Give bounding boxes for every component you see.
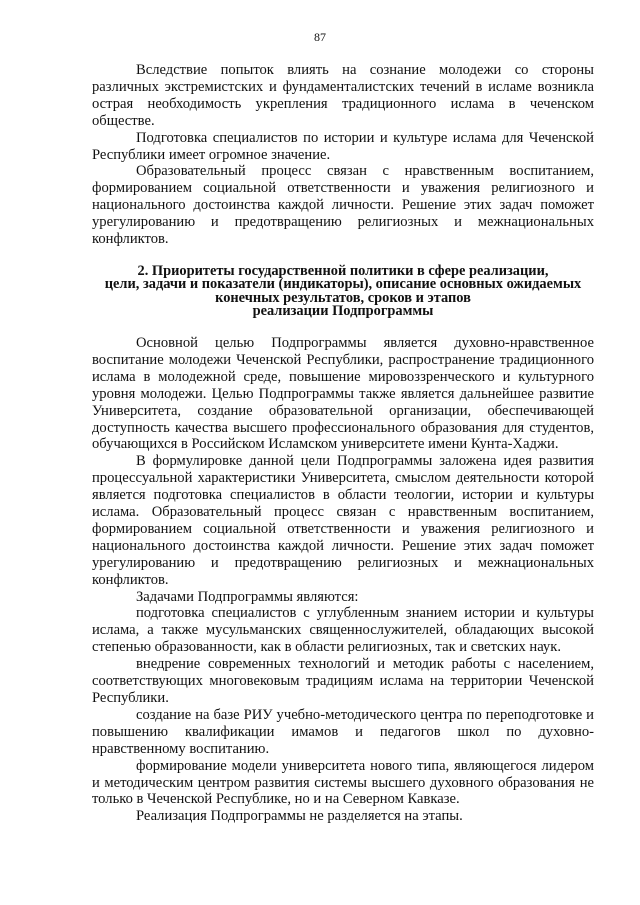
body-paragraph-formulation: В формулировке данной цели Подпрограммы заложена идея развития процессуальной характеристики Университета, смыслом деятельности которой является подготовка специалистов в области теологии, истории и культуры ислама. Образовательный процесс связан с нравственным воспитанием, формированием социальной ответственности и уважения религиозного и национального достоинства каждой личности. Решение этих задач поможет урегулированию и предотвращению религиозных и межнациональных конфликтов. <box>92 453 594 588</box>
section-heading-line-4: реализации Подпрограммы <box>252 303 434 320</box>
task-item-2: внедрение современных технологий и методик работы с населением, соответствующих многовековым традициям ислама на территории Чеченской Республики. <box>92 656 594 706</box>
body-paragraph-goal: Основной целью Подпрограммы является духовно-нравственное воспитание молодежи Чеченской Республики, распространение традиционного ислама в молодежной среде, повышение мировоззренческого и культурного уровня молодежи. Целью Подпрограммы также является дальнейшее развитие Университета, создание образовательной организации, обеспечивающей доступность качества высшего профессионального образования для студентов, обучающихся в Российском Исламском университете имени Кунта-Хаджи. <box>92 334 594 453</box>
page-content <box>92 62 594 825</box>
intro-paragraph-3: Образовательный процесс связан с нравственным воспитанием, формированием социальной ответственности и уважения религиозного и национального достоинства каждой личности. Решение этих задач поможет урегулированию и предотвращению религиозных и межнациональных конфликтов. <box>92 163 594 248</box>
task-item-1: подготовка специалистов с углубленным знанием истории и культуры ислама, а также мусульманских священнослужителей, обладающих высокой степенью образованности, как в области религиозных, так и светских наук. <box>92 605 594 656</box>
tasks-intro: Задачами Подпрограммы являются: <box>136 588 359 605</box>
section-heading-line-1: 2. Приоритеты государственной политики в сфере реализации, <box>137 262 549 279</box>
section-heading-line-3: конечных результатов, сроков и этапов <box>215 289 471 306</box>
intro-paragraph-2: Подготовка специалистов по истории и культуре ислама для Чеченской Республики имеет огромное значение. <box>92 129 594 163</box>
task-item-3: создание на базе РИУ учебно-методического центра по переподготовке и повышению квалификации имамов и педагогов школ по духовно-нравственному воспитанию. <box>92 706 594 757</box>
page-number: 87 <box>314 30 326 44</box>
intro-paragraph-1: Вследствие попыток влиять на сознание молодежи со стороны различных экстремистских и фундаменталистских течений в исламе возникла острая необходимость укрепления традиционного ислама в чеченском обществе. <box>92 62 594 129</box>
closing-paragraph: Реализация Подпрограммы не разделяется на этапы. <box>136 808 463 825</box>
section-heading <box>92 262 594 320</box>
task-item-4: формирование модели университета нового типа, являющегося лидером и методическим центром развития системы высшего духовного образования не только в Чеченской Республике, но и на Северном Кавказе. <box>92 757 594 808</box>
section-heading-line-2: цели, задачи и показатели (индикаторы), описание основных ожидаемых <box>104 276 582 293</box>
